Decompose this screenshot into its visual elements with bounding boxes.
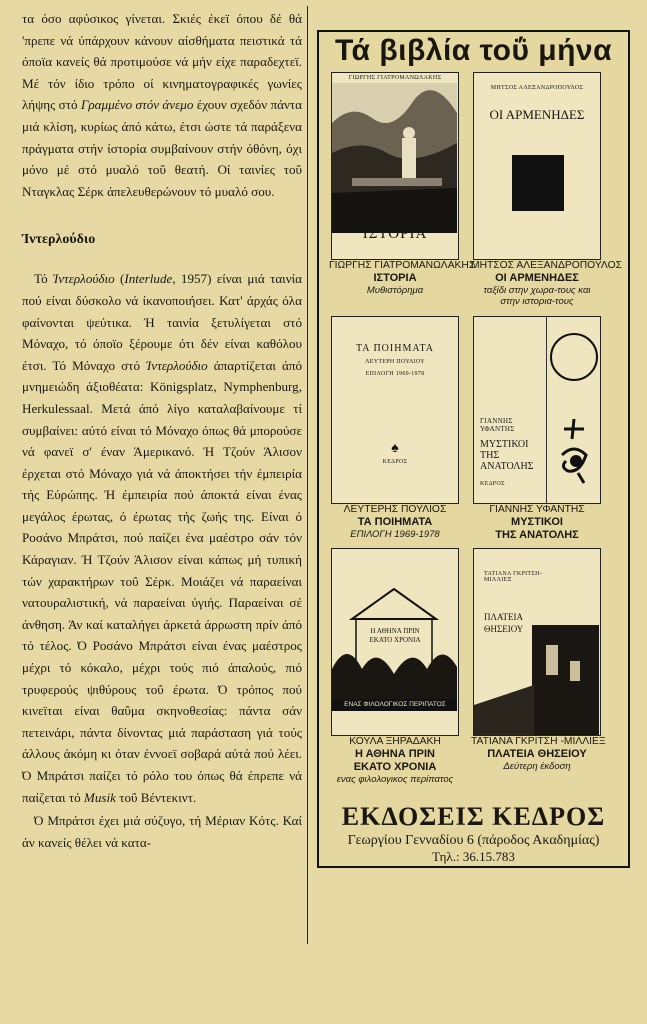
article-paragraph bbox=[22, 8, 302, 202]
book-subtitle: ταξίδι στην χωρα-τους και στην ιστορια-τους bbox=[483, 285, 591, 307]
cover-divider bbox=[546, 317, 547, 503]
article-text: Τό bbox=[34, 271, 53, 287]
book-subtitle: Δεύτερη έκδοση bbox=[503, 761, 571, 772]
cover-black-square bbox=[512, 155, 564, 211]
publisher-address: Γεωργίου Γενναδίου 6 (πάροδος Ακαδημίας) bbox=[347, 833, 600, 848]
book-cover bbox=[331, 316, 459, 504]
article-text: , 1957) είναι μιά ταινία πού είναι δύσκολο νά ίκανοποιήσει. Κατ' άρχάς όλα φαίνονται ψεύτικα. Ή ταινία ξετυλίγεται στό Μόναχο, τό όποϊο ξέρουμε ότι δέν είναι καθόλου έτσι. Τό Μόναχο στό bbox=[22, 271, 303, 373]
book-author: ΛΕΥΤΕΡΗΣ ΠΟΥΛΙΟΣ bbox=[343, 504, 447, 515]
book-title: ΜΥΣΤΙΚΟΙ bbox=[511, 516, 563, 528]
book-istoria bbox=[329, 72, 476, 296]
film-title: Interlude bbox=[124, 271, 173, 287]
book-cover bbox=[473, 548, 601, 736]
book-title: Η ΑΘΗΝΑ ΠΡΙΝ bbox=[355, 748, 435, 760]
book-author: ΓΙΑΝΝΗΣ ΥΦΑΝΤΗΣ bbox=[489, 504, 585, 515]
book-title: ΙΣΤΟΡΙΑ bbox=[373, 272, 417, 284]
film-title: Ίντερλούδιο bbox=[52, 271, 115, 287]
article-paragraph: Ό Μπράτσι έχει μιά σύζυγο, τή Μέριαν Κότς. Καί άν κανείς θέλει νά κατα- bbox=[22, 813, 302, 850]
cover-photo bbox=[474, 625, 599, 735]
cover-publisher: ΚΕΔΡΟΣ bbox=[382, 459, 408, 465]
article-text: ( bbox=[114, 271, 125, 287]
cover-title: ΠΛΑΤΕΙΑ ΘΗΣΕΙΟΥ bbox=[484, 612, 524, 634]
cover-title: ΟΙ ΑΡΜΕΝΗΔΕΣ bbox=[489, 107, 585, 122]
book-cover bbox=[331, 548, 459, 736]
book-title: ΤΑ ΠΟΙΗΜΑΤΑ bbox=[357, 516, 433, 528]
book-poiimata bbox=[329, 316, 461, 540]
book-author: ΜΗΤΣΟΣ ΑΛΕΞΑΝΔΡΟΠΟΥΛΟΣ bbox=[471, 260, 622, 271]
circle-icon bbox=[550, 333, 598, 381]
book-armenides bbox=[471, 72, 622, 307]
cover-title: ΙΣΤΟΡΙΑ bbox=[362, 226, 428, 242]
film-title: Γραμμένο στόν άνεμο bbox=[80, 97, 194, 113]
book-cover bbox=[473, 316, 601, 504]
article-column bbox=[22, 8, 302, 853]
book-author: ΓΙΩΡΓΗΣ ΓΙΑΤΡΟΜΑΝΩΛΑΚΗΣ bbox=[329, 260, 476, 271]
article-text: άπαρτίζεται άπό μνημειώδη άξιοθέατα: Königsplatz, Nymphenburg, Herkulessaal. Μετά άπό λίγο καταλαβαίνουμε τί συμβαίνει: αύτό είναι τό Μόναχο όπως θά μπορούσε νά φανεϊ σ' έναν Άμερικανό. Ή Τζούν Άλισον έρχεται στό Μόναχο γιά νά άποκτήσει τήν έμπειρία τής Εύρώπης. Ή έμπειρία πού άποκτά είναι ένας μεγάλος έρωτας, ό έρωτας τής ζωής της. Είναι ό Ροσάνο Μπράτσι, πού παίζει ένα μαέστρο σάν τόν Κάραγιαν. Ή Τζούν Άλισον είναι κάπως μή τυπική τών χαρακτήρων τοΰ Σέρκ. Μοιάζει νά παραείναι νατουραλιστική, νά παραείναι ύγιής. Παραείναι σέ άνθηση. Άν καί καταλήγει άρκετά άρρωστη πρίν άπό τό τέλος. Ό Ροσάνο Μπράτσι είναι ένας μαέστρος μέχρι τό κόκαλο, μέχρι τούς πιό άπαλούς, πιό τρυφερούς ψιθύρους τοΰ έρωτα. Ό τρόπος πού κινεϊται είναι θαΰμα σκηνοθεσίας: πάντα σάν πετεινάρι, πάντα δίνοντας μιά παράσταση γιά τούς άλλους άκόμη κι όταν έννοεϊ σοβαρά αύτά πού λέει. Ό Μπράτσι παίζει τό ρόλο του όπως θά έπρεπε νά παίζεται τό bbox=[22, 357, 302, 805]
tree-icon: ♠ bbox=[391, 439, 399, 455]
book-advertisement bbox=[317, 30, 630, 868]
article-text: τοΰ Βέντεκιντ. bbox=[115, 789, 197, 805]
book-mystikoi bbox=[471, 316, 603, 542]
cover-subtitle: ΕΠΙΛΟΓΗ 1969-1978 bbox=[365, 371, 425, 377]
column-divider bbox=[307, 6, 308, 944]
book-title: ΟΙ ΑΡΜΕΝΗΔΕΣ bbox=[495, 272, 579, 284]
cover-author: ΤΑΤΙΑΝΑ ΓΚΡΙΤΣΗ-ΜΙΛΛΙΕΞ bbox=[484, 571, 543, 583]
cover-title: ΜΥΣΤΙΚΟΙ ΤΗΣ ΑΝΑΤΟΛΗΣ bbox=[480, 439, 534, 472]
article-paragraph bbox=[22, 268, 302, 808]
book-author: ΤΑΤΙΑΝΑ ΓΚΡΙΤΣΗ -ΜΙΛΛΙΕΞ bbox=[471, 736, 606, 747]
cover-author: ΓΙΩΡΓΗΣ ΓΙΑΤΡΟΜΑΝΩΛΑΚΗΣ bbox=[348, 75, 442, 81]
cover-author: ΓΙΑΝΝΗΣ ΥΦΑΝΤΗΣ bbox=[480, 417, 515, 433]
cover-title: ΤΑ ΠΟΙΗΜΑΤΑ bbox=[355, 343, 435, 354]
book-title: ΠΛΑΤΕΙΑ ΘΗΣΕΙΟΥ bbox=[487, 748, 587, 760]
book-title: ΕΚΑΤΟ ΧΡΟΝΙΑ bbox=[353, 761, 437, 773]
cover-author: ΛΕΥΤΕΡΗ ΠΟΥΛΙΟΥ bbox=[365, 359, 425, 365]
book-plateia-thiseiou bbox=[471, 548, 606, 772]
film-title: Ίντερλούδιο bbox=[146, 357, 208, 373]
book-title: ΤΗΣ ΑΝΑΤΟΛΗΣ bbox=[495, 529, 579, 541]
cover-author: ΜΗΤΣΟΣ ΑΛΕΞΑΝΔΡΟΠΟΥΛΟΣ bbox=[490, 85, 584, 91]
book-cover bbox=[473, 72, 601, 260]
article-text: έχουν σχεδόν πάντα μιά κλίση, κυρίως άπό κάτω, έτσι ώστε τά παράξενα πράγματα στήν ίστορία συμβαίνουν στήν όθόνη, όχι μόνο μέ στό μυαλό τοΰ θεατή. Οί ταινίες τοΰ Νταγκλας Σέρκ άπελευθερώνουν τό μυαλό σου. bbox=[22, 97, 302, 199]
cover-banner: ΕΝΑΣ ΦΙΛΟΛΟΓΙΚΟΣ ΠΕΡΙΠΑΤΟΣ bbox=[344, 701, 446, 708]
book-athina bbox=[329, 548, 461, 785]
publisher-block bbox=[319, 802, 628, 865]
cover-photo bbox=[332, 83, 457, 233]
work-title: Musik bbox=[83, 789, 116, 805]
book-subtitle: ΕΠΙΛΟΓΗ 1969-1978 bbox=[350, 529, 440, 540]
book-subtitle: Μυθιστόρημα bbox=[366, 285, 424, 296]
book-cover bbox=[331, 72, 459, 260]
article-text: τα όσο αφύσικος γίνεται. Σκιές έκεϊ όπου δέ θά 'πρεπε νά ύπάρχουν κάνουν αίσθήματα πειστικά τά όποϊα κανείς θά προτιμούσε νά μήν είχε παραδεχτεϊ. Μέ τόν ίδιο τρόπο οί κινηματογραφικές γωνίες λήψης στό bbox=[22, 11, 302, 113]
publisher-name: ΕΚΔΟΣΕΙΣ ΚΕΔΡΟΣ bbox=[341, 802, 606, 831]
book-author: ΚΟΥΛΑ ΞΗΡΑΔΑΚΗ bbox=[349, 736, 441, 747]
section-heading: Ίντερλούδιο bbox=[22, 232, 96, 248]
ad-title: Τά βιβλία τοΰ μήνα bbox=[334, 34, 613, 67]
cover-publisher: ΚΕΔΡΟΣ bbox=[480, 481, 505, 487]
publisher-phone: Τηλ.: 36.15.783 bbox=[432, 849, 515, 864]
calligraphy-glyph bbox=[554, 415, 594, 485]
cover-title: Η ΑΘΗΝΑ ΠΡΙΝ ΕΚΑΤΟ ΧΡΟΝΙΑ bbox=[369, 627, 421, 644]
book-subtitle: ενας φιλολογικος περίπατος bbox=[336, 774, 454, 785]
